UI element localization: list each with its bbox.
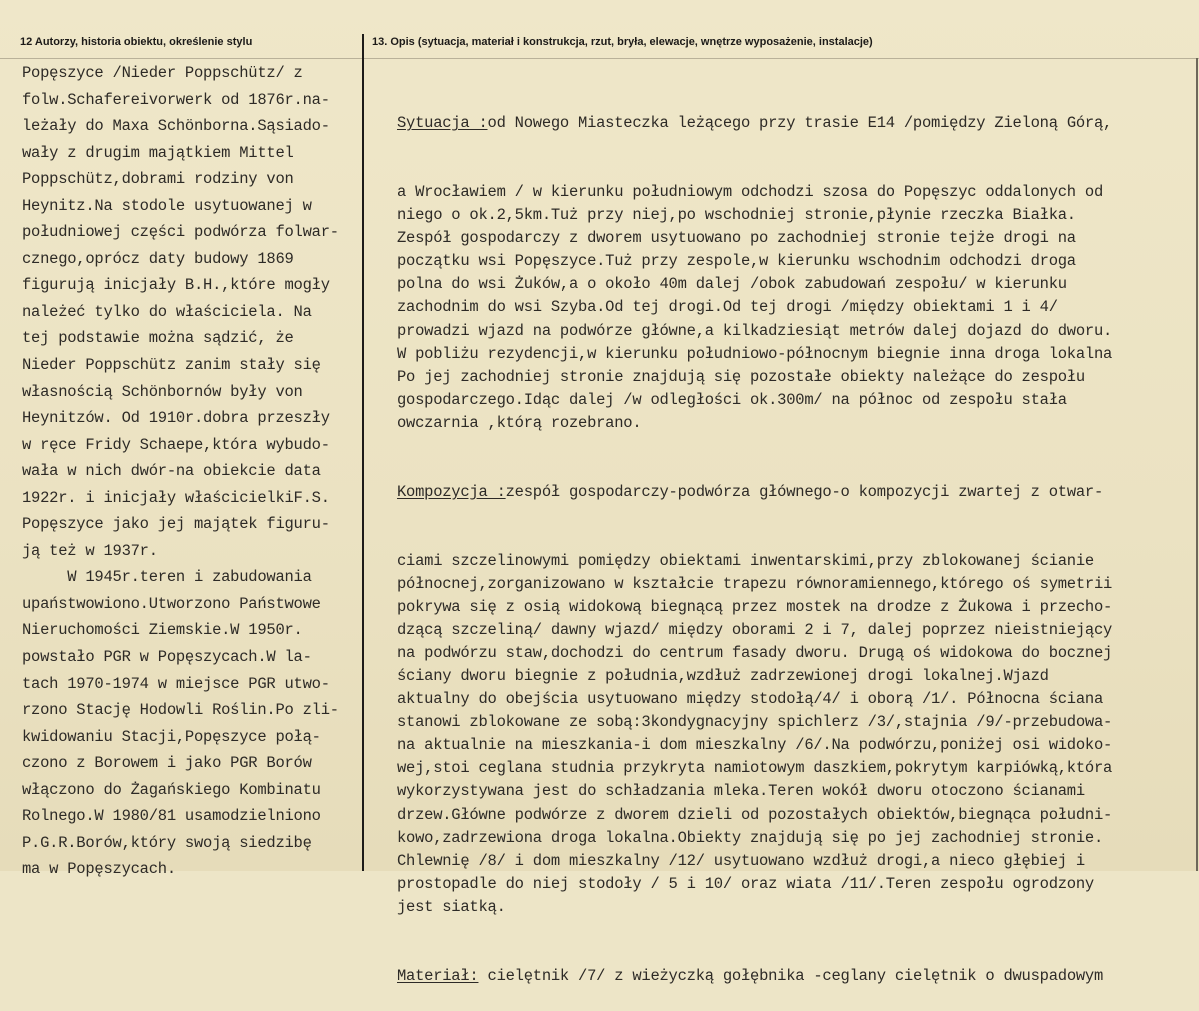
sytuacja-text-line: Po jej zachodniej stronie znajdują się pozostałe obiekty należące do zespołu	[397, 367, 1085, 386]
form-header-row	[0, 28, 1199, 54]
kompozycja-text-line: na podwórzu staw,dochodzi do centrum fasady dworu. Drugą oś widokowa do bocznej	[397, 644, 1113, 663]
material-first-line	[397, 965, 1195, 988]
history-text-line: ma w Popęszycach.	[22, 860, 176, 879]
history-text-line: Popęszyce jako jej majątek figuru-	[22, 515, 330, 534]
sytuacja-first-text: od Nowego Miasteczka leżącego przy trasie E14 /pomiędzy Zieloną Górą,	[487, 114, 1113, 133]
sytuacja-text-line: niego o ok.2,5km.Tuż przy niej,po wschodniej stronie,płynie rzeczka Białka.	[397, 206, 1076, 225]
history-column	[22, 60, 372, 883]
history-text-line: włączono do Żagańskiego Kombinatu	[22, 780, 321, 799]
kompozycja-text-line: stanowi zblokowane ze sobą:3kondygnacyjny spichlerz /3/,stajnia /9/-przebudowa-	[397, 713, 1113, 732]
history-text-line: południowej części podwórza folwar-	[22, 223, 339, 242]
sytuacja-text-line: polna do wsi Żuków,a o około 40m dalej /obok zabudowań zespołu/ w kierunku	[397, 275, 1067, 294]
sytuacja-text-line: gospodarczego.Idąc dalej /w odległości ok.300m/ na północ od zespołu stała	[397, 390, 1067, 409]
history-text-line: Heynitz.Na stodole usytuowanej w	[22, 196, 312, 215]
right-border	[1196, 58, 1198, 871]
history-text-line: figurują inicjały B.H.,które mogły	[22, 276, 330, 295]
history-text-line: cznego,oprócz daty budowy 1869	[22, 249, 294, 268]
material-label: Materiał:	[397, 966, 479, 985]
material-first-text: cielętnik /7/ z wieżyczką gołębnika -ceglany cielętnik o dwuspadowym	[478, 966, 1104, 985]
kompozycja-text-line: na aktualnie na mieszkania-i dom mieszkalny /6/.Na podwórzu,poniżej osi widoko-	[397, 736, 1113, 755]
field-13-header: 13. Opis (sytuacja, materiał i konstrukcja, rzut, bryła, elewacje, wnętrze wyposażenie, instalacje)	[372, 36, 873, 48]
sytuacja-label: Sytuacja :	[397, 114, 488, 133]
history-text-line: Nieruchomości Ziemskie.W 1950r.	[22, 621, 303, 640]
history-text-line: Popęszyce /Nieder Poppschütz/ z	[22, 64, 303, 82]
kompozycja-text-line: wykorzystywana jest do schładzania mleka.Teren wokół dworu otoczono ścianami	[397, 782, 1085, 801]
history-text-line: kwidowaniu Stacji,Popęszyce połą-	[22, 727, 321, 746]
history-text-line: W 1945r.teren i zabudowania	[22, 568, 312, 587]
sytuacja-text-line: prowadzi wjazd na podwórze główne,a kilkadziesiąt metrów dalej dojazd do dworu.	[397, 321, 1113, 340]
history-text-line: tej podstawie można sądzić, że	[22, 329, 294, 348]
kompozycja-text-line: aktualny do obejścia usytuowano między stodołą/4/ i oborą /1/. Północna ściana	[397, 690, 1104, 709]
history-text-line: powstało PGR w Popęszycach.W la-	[22, 648, 312, 667]
history-text-line: 1922r. i inicjały właścicielkiF.S.	[22, 488, 330, 507]
history-text-line: tach 1970-1974 w miejsce PGR utwo-	[22, 674, 330, 693]
history-text-line: Rolnego.W 1980/81 usamodzielniono	[22, 807, 321, 826]
kompozycja-text-line: kowo,zadrzewiona droga lokalna.Obiekty znajdują się po jej zachodniej stronie.	[397, 828, 1104, 847]
sytuacja-paragraph	[397, 181, 1195, 435]
history-text-line: własnością Schönbornów były von	[22, 382, 303, 401]
history-text-line: w ręce Fridy Schaepe,która wybudo-	[22, 435, 330, 454]
sytuacja-text-line: a Wrocławiem / w kierunku południowym odchodzi szosa do Popęszyc oddalonych od	[397, 183, 1104, 202]
sytuacja-first-line	[397, 112, 1195, 135]
history-text-line: leżały do Maxa Schönborna.Sąsiado-	[22, 117, 330, 136]
kompozycja-first-line	[397, 481, 1195, 504]
field-12-header: 12 Autorzy, historia obiektu, określenie stylu	[20, 36, 253, 48]
sytuacja-text-line: W pobliżu rezydencji,w kierunku południowo-północnym biegnie inna droga lokalna	[397, 344, 1113, 363]
kompozycja-first-text: zespół gospodarczy-podwórza głównego-o kompozycji zwartej z otwar-	[505, 482, 1104, 501]
kompozycja-text-line: dzącą szczeliną/ dawny wjazd/ między oborami 2 i 7, dalej poprzez nieistniejący	[397, 621, 1113, 640]
history-text-line: rzono Stację Hodowli Roślin.Po zli-	[22, 701, 339, 720]
history-text-line: czono z Borowem i jako PGR Borów	[22, 754, 312, 773]
description-column	[397, 66, 1195, 1011]
kompozycja-text-line: północnej,zorganizowano w kształcie trapezu równoramiennego,którego oś symetrii	[397, 575, 1113, 594]
history-text-line: Heynitzów. Od 1910r.dobra przeszły	[22, 409, 330, 428]
kompozycja-text-line: wej,stoi ceglana studnia przykryta namiotowym daszkiem,pokrytym karpiówką,która	[397, 759, 1113, 778]
history-text-line: ją też w 1937r.	[22, 541, 158, 560]
kompozycja-text-line: Chlewnię /8/ i dom mieszkalny /12/ usytuowano wzdłuż drogi,a nieco głębiej i	[397, 851, 1085, 870]
history-text-line: P.G.R.Borów,który swoją siedzibę	[22, 833, 312, 852]
kompozycja-text-line: drzew.Główne podwórze z dworem dzieli od pozostałych obiektów,biegnąca południ-	[397, 805, 1113, 824]
history-text-line: upaństwowiono.Utworzono Państwowe	[22, 594, 321, 613]
history-text-line: folw.Schafereivorwerk od 1876r.na-	[22, 90, 330, 109]
header-rule	[0, 58, 1199, 59]
sytuacja-text-line: Zespół gospodarczy z dworem usytuowano po zachodniej stronie tejże drogi na	[397, 229, 1076, 248]
kompozycja-text-line: ściany dworu biegnie z południa,wzdłuż zadrzewionej drogi lokalnej.Wjazd	[397, 667, 1049, 686]
kompozycja-text-line: ciami szczelinowymi pomiędzy obiektami inwentarskimi,przy zblokowanej ścianie	[397, 551, 1094, 570]
history-text-line: Nieder Poppschütz zanim stały się	[22, 356, 321, 375]
kompozycja-text-line: pokrywa się z osią widokową biegnącą przez mostek na drodze z Żukowa i przecho-	[397, 598, 1113, 617]
history-text-line: wała w nich dwór-na obiekcie data	[22, 462, 321, 481]
sytuacja-text-line: zachodnim do wsi Szyba.Od tej drogi.Od tej drogi /między obiektami 1 i 4/	[397, 298, 1058, 317]
kompozycja-label: Kompozycja :	[397, 482, 506, 501]
history-text-line: wały z drugim majątkiem Mittel	[22, 143, 294, 162]
history-text-line: należeć tylko do właściciela. Na	[22, 302, 312, 321]
kompozycja-text-line: jest siatką.	[397, 897, 506, 916]
sytuacja-text-line: owczarnia ,którą rozebrano.	[397, 413, 642, 432]
history-text-line: Poppschütz,dobrami rodziny von	[22, 170, 294, 189]
kompozycja-text-line: prostopadle do niej stodoły / 5 i 10/ oraz wiata /11/.Teren zespołu ogrodzony	[397, 874, 1094, 893]
sytuacja-text-line: początku wsi Popęszyce.Tuż przy zespole,w kierunku wschodnim odchodzi droga	[397, 252, 1076, 271]
kompozycja-paragraph	[397, 550, 1195, 919]
